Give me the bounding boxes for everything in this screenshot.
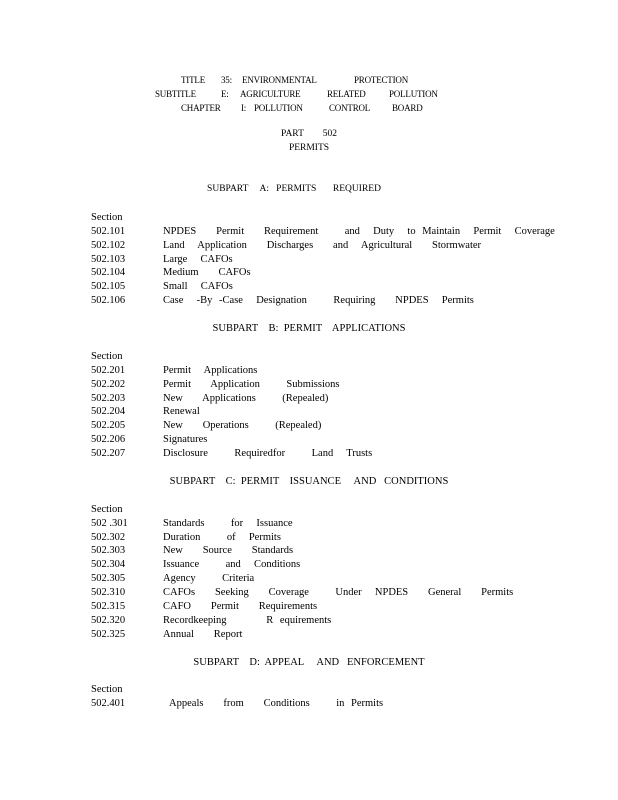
chapter-name-3: BOARD bbox=[392, 103, 423, 113]
section-number: 502.310 bbox=[91, 587, 126, 598]
section-title: Standards for Issuance bbox=[163, 518, 293, 529]
subpart-c-heading: SUBPART C: PERMIT ISSUANCE AND CONDITIONS bbox=[169, 476, 449, 487]
section-number: 502.315 bbox=[91, 601, 126, 612]
section-number: 502.207 bbox=[91, 448, 126, 459]
section-label-c: Section bbox=[91, 504, 123, 515]
section-title: Appeals from Conditions in Permits bbox=[163, 698, 384, 709]
section-number: 502.325 bbox=[91, 629, 126, 640]
subtitle-name-3: POLLUTION bbox=[389, 89, 438, 99]
section-title: Disclosure Requiredfor Land Trusts bbox=[163, 448, 373, 459]
section-number: 502.106 bbox=[91, 295, 126, 306]
section-title: CAFOs Seeking Coverage Under NPDES General Permits bbox=[163, 587, 514, 598]
title-label: TITLE bbox=[181, 75, 205, 85]
section-number: 502.101 bbox=[91, 226, 126, 237]
section-title: Agency Criteria bbox=[163, 573, 255, 584]
part-title: PERMITS bbox=[288, 143, 330, 153]
section-title: CAFO Permit Requirements bbox=[163, 601, 318, 612]
section-title: New Applications (Repealed) bbox=[163, 393, 329, 404]
section-title: Permit Application Submissions bbox=[163, 379, 340, 390]
section-title: NPDES Permit Requirement and Duty to Maintain Permit Coverage bbox=[163, 226, 555, 237]
section-number: 502.205 bbox=[91, 420, 126, 431]
section-number: 502.303 bbox=[91, 545, 126, 556]
title-name-1: ENVIRONMENTAL bbox=[242, 75, 317, 85]
title-number: 35: bbox=[221, 75, 232, 85]
section-title: Signatures bbox=[163, 434, 208, 445]
section-title: Small CAFOs bbox=[163, 281, 233, 292]
section-number: 502.103 bbox=[91, 254, 126, 265]
section-title: New Source Standards bbox=[163, 545, 294, 556]
section-label-b: Section bbox=[91, 351, 123, 362]
subtitle-label: SUBTITLE bbox=[155, 89, 196, 99]
section-number: 502.320 bbox=[91, 615, 126, 626]
section-number: 502.202 bbox=[91, 379, 126, 390]
section-title: Permit Applications bbox=[163, 365, 258, 376]
subtitle-name-2: RELATED bbox=[327, 89, 366, 99]
section-title: Medium CAFOs bbox=[163, 267, 251, 278]
section-number: 502.105 bbox=[91, 281, 126, 292]
part-number: PART 502 bbox=[281, 129, 337, 139]
chapter-name-2: CONTROL bbox=[329, 103, 371, 113]
section-number: 502.201 bbox=[91, 365, 126, 376]
section-title: Renewal bbox=[163, 406, 200, 417]
section-title: Issuance and Conditions bbox=[163, 559, 301, 570]
chapter-name-1: POLLUTION bbox=[254, 103, 303, 113]
section-title: Annual Report bbox=[163, 629, 243, 640]
section-title: New Operations (Repealed) bbox=[163, 420, 322, 431]
section-number: 502.302 bbox=[91, 532, 126, 543]
section-title: Large CAFOs bbox=[163, 254, 233, 265]
subpart-b-heading: SUBPART B: PERMIT APPLICATIONS bbox=[212, 323, 406, 334]
section-number: 502.104 bbox=[91, 267, 126, 278]
section-number: 502.102 bbox=[91, 240, 126, 251]
section-label-d: Section bbox=[91, 684, 123, 695]
section-number: 502.206 bbox=[91, 434, 126, 445]
chapter-number: I: bbox=[241, 103, 247, 113]
section-label-a: Section bbox=[91, 212, 123, 223]
section-title: Recordkeeping R equirements bbox=[163, 615, 332, 626]
section-number: 502 .301 bbox=[91, 518, 128, 529]
subtitle-name-1: AGRICULTURE bbox=[240, 89, 301, 99]
section-number: 502.305 bbox=[91, 573, 126, 584]
section-title: Duration of Permits bbox=[163, 532, 281, 543]
section-number: 502.304 bbox=[91, 559, 126, 570]
subtitle-letter: E: bbox=[221, 89, 229, 99]
title-name-2: PROTECTION bbox=[354, 75, 408, 85]
subpart-a-heading: SUBPART A: PERMITS REQUIRED bbox=[207, 184, 381, 194]
section-title: Land Application Discharges and Agricultural Stormwater bbox=[163, 240, 482, 251]
subpart-d-heading: SUBPART D: APPEAL AND ENFORCEMENT bbox=[193, 657, 425, 668]
section-number: 502.401 bbox=[91, 698, 126, 709]
section-number: 502.203 bbox=[91, 393, 126, 404]
chapter-label: CHAPTER bbox=[181, 103, 221, 113]
section-title: Case -By -Case Designation Requiring NPDES Permits bbox=[163, 295, 474, 306]
section-number: 502.204 bbox=[91, 406, 126, 417]
